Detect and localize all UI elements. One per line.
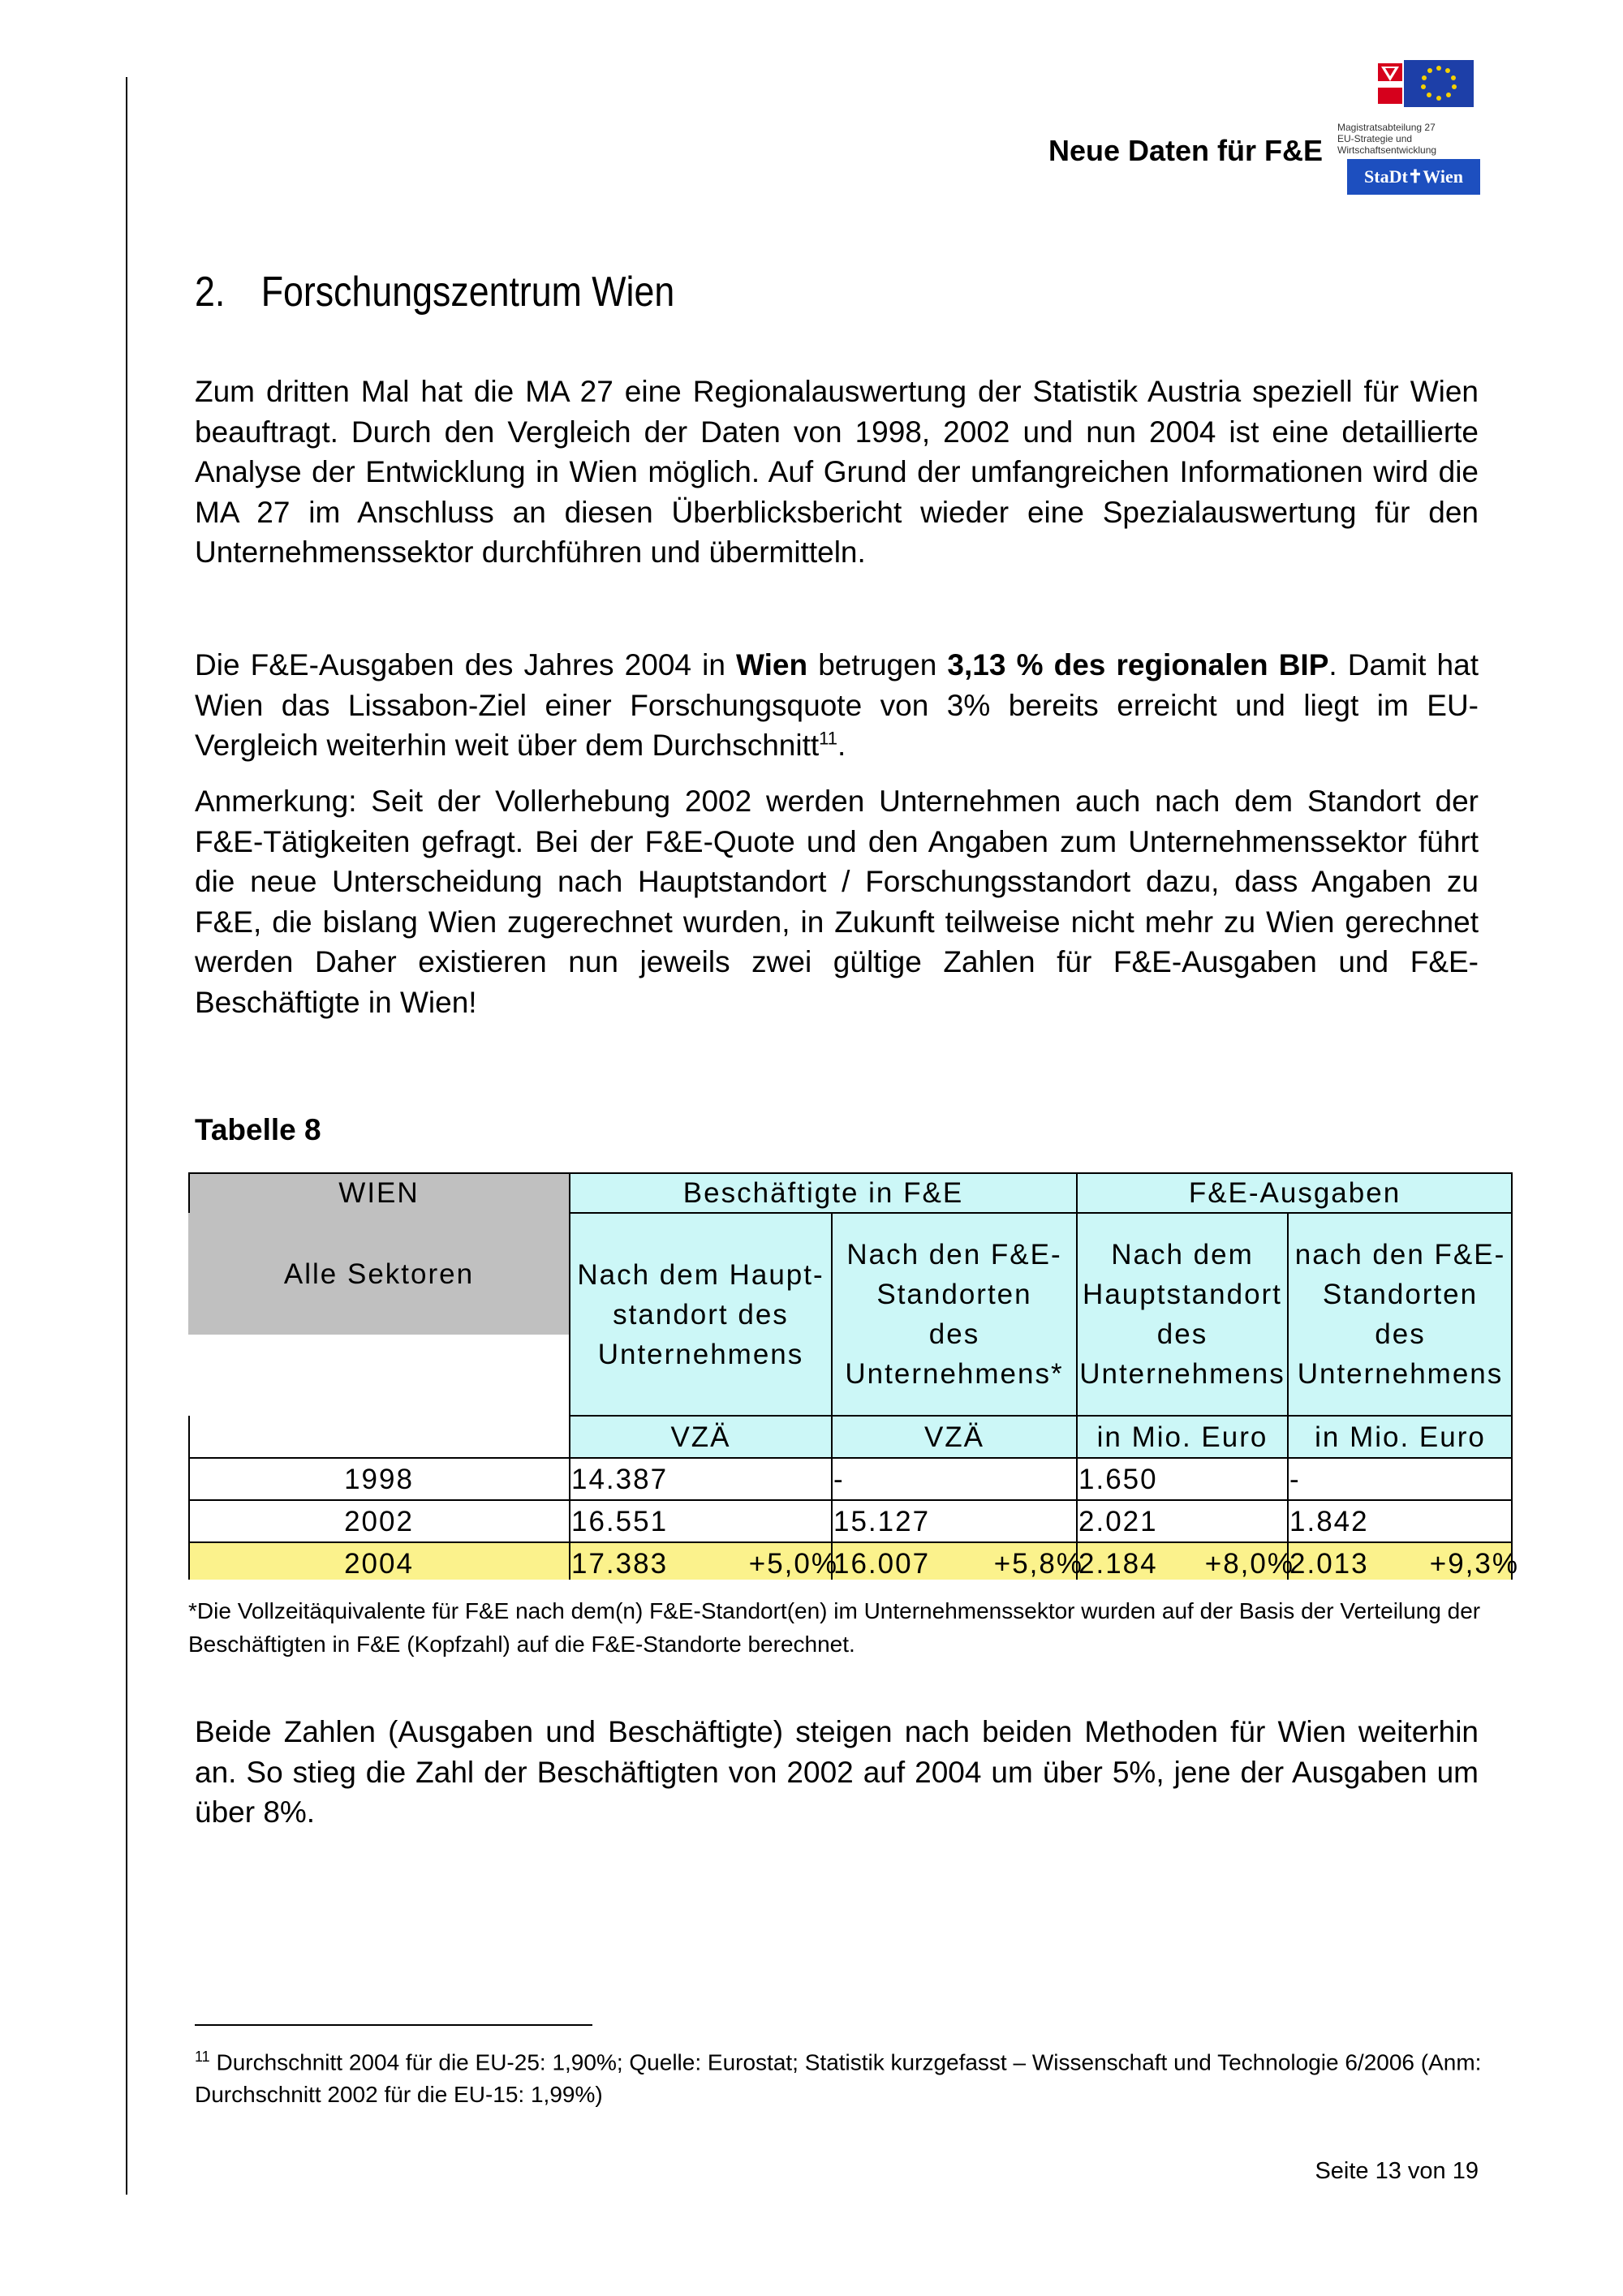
table-cell-change: +5,0%	[748, 1547, 838, 1580]
column-unit: VZÄ	[923, 1421, 985, 1453]
table-cell-value: 16.551	[571, 1505, 669, 1537]
paragraph-bip	[195, 645, 1479, 766]
group-header-employees: Beschäftigte in F&E	[682, 1176, 964, 1209]
page-number: Seite 13 von 19	[1315, 2158, 1479, 2184]
column-header: Nach den F&E- Standorten des Unternehmens*	[845, 1239, 1064, 1390]
table-row-year: 2004	[344, 1547, 414, 1580]
logo-text-line: Wirtschaftsentwicklung	[1337, 144, 1437, 156]
logo-department-text	[1337, 122, 1493, 156]
table-footnote: *Die Vollzeitäquivalente für F&E nach dem(n) F&E-Standort(en) im Unternehmenssektor wurden auf der Basis der Verteilung der Beschäftigten in F&E (Kopfzahl) auf die F&E-Standorte berechnet.	[188, 1598, 1481, 1657]
paragraph-intro: Zum dritten Mal hat die MA 27 eine Regionalauswertung der Statistik Austria speziell für Wien beauftragt. Durch den Vergleich der Daten von 1998, 2002 und nun 2004 ist eine detaillierte Analyse der Entwicklung in Wien möglich. Auf Grund der umfangreichen Informationen wird die MA 27 im Anschluss an diesen Überblicksbericht wieder eine Spezialauswertung für den Unternehmenssektor durchführen und übermitteln.	[195, 375, 1479, 569]
table-cell-value: 2.184	[1078, 1547, 1158, 1580]
running-header-title: Neue Daten für F&E	[1048, 134, 1323, 167]
section-number: 2.	[195, 269, 226, 316]
column-unit: in Mio. Euro	[1315, 1421, 1486, 1453]
table-cell-change: +9,3%	[1429, 1547, 1519, 1580]
footnote	[195, 2040, 1493, 2111]
table-cell-change: +8,0%	[1204, 1547, 1294, 1580]
table-cell-value: 2.021	[1078, 1505, 1158, 1537]
paragraph-note: Anmerkung: Seit der Vollerhebung 2002 werden Unternehmen auch nach dem Standort der F&E-Tätigkeiten gefragt. Bei der F&E-Quote und den Angaben zum Unternehmenssektor führt die neue Unterscheidung nach Hauptstandort / Forschungsstandort dazu, dass Angaben zu F&E, die bislang Wien zugerechnet wurden, in Zukunft teilweise nicht mehr zu Wien gerechnet werden Daher existieren nun jeweils zwei gültige Zahlen für F&E-Ausgaben und F&E-Beschäftigte in Wien!	[195, 785, 1479, 1019]
footnote-text: Durchschnitt 2004 für die EU-25: 1,90%; Quelle: Eurostat; Statistik kurzgefasst – Wissenschaft und Technologie 6/2006 (Anm: Durchschnitt 2002 für die EU-15: 1,99%)	[195, 2049, 1482, 2108]
footnote-separator	[195, 2024, 592, 2026]
column-unit: in Mio. Euro	[1096, 1421, 1268, 1453]
text-run: Die F&E-Ausgaben des Jahres 2004 in	[195, 648, 737, 681]
bold-run: 3,13 % des regionalen BIP	[947, 648, 1329, 681]
footnote-mark: 11	[195, 2049, 210, 2065]
left-margin-rule	[126, 77, 127, 2195]
table-corner-label: WIEN	[338, 1176, 420, 1209]
table-cell-value: 1.842	[1289, 1505, 1369, 1537]
eu-flag-icon	[1378, 58, 1475, 109]
table-cell-value: 17.383	[571, 1547, 669, 1580]
text-run: betrugen	[807, 648, 948, 681]
table-sector-label: Alle Sektoren	[283, 1258, 475, 1290]
logo-text-line: EU-Strategie und	[1337, 133, 1413, 144]
table-row-year: 1998	[344, 1463, 414, 1495]
column-unit: VZÄ	[670, 1421, 731, 1453]
column-header: Nach dem Haupt- standort des Unternehmens	[577, 1258, 824, 1370]
table-cell-value: 14.387	[571, 1463, 669, 1495]
column-header: nach den F&E- Standorten des Unternehmens	[1294, 1239, 1506, 1390]
table-caption: Tabelle 8	[195, 1113, 321, 1146]
table-cell-value: -	[833, 1463, 845, 1495]
table-cell-value: 2.013	[1289, 1547, 1369, 1580]
table-cell-value: 15.127	[833, 1505, 931, 1537]
column-header: Nach dem Hauptstandort des Unternehmens	[1079, 1239, 1285, 1390]
bold-run: Wien	[736, 648, 808, 681]
stadt-wien-badge: StaDt✝Wien	[1347, 159, 1480, 195]
table-row-year: 2002	[344, 1505, 414, 1537]
table-cell-value: 16.007	[833, 1547, 931, 1580]
table-cell-value: 1.650	[1078, 1463, 1158, 1495]
text-run: . Damit hat Wien das Lissabon-Ziel einer Forschungsquote von 3% bereits erreicht und liegt im EU-Vergleich weiterhin weit über dem Durchschnitt	[195, 648, 1479, 762]
group-header-expenses: F&E-Ausgaben	[1188, 1176, 1401, 1209]
section-title: Forschungszentrum Wien	[260, 269, 675, 316]
footnote-reference[interactable]: 11	[819, 728, 837, 749]
city-logo	[1331, 55, 1493, 197]
logo-text-line: Magistratsabteilung 27	[1337, 122, 1436, 133]
text-run: .	[837, 729, 846, 762]
rd-data-table	[188, 1172, 1519, 1580]
paragraph-summary: Beide Zahlen (Ausgaben und Beschäftigte) steigen nach beiden Methoden für Wien weiterhin an. So stieg die Zahl der Beschäftigten von 2002 auf 2004 um über 5%, jene der Ausgaben um über 8%.	[195, 1715, 1479, 1829]
table-cell-value: -	[1289, 1463, 1301, 1495]
table-cell-change: +5,8%	[993, 1547, 1083, 1580]
section-heading	[195, 268, 674, 316]
